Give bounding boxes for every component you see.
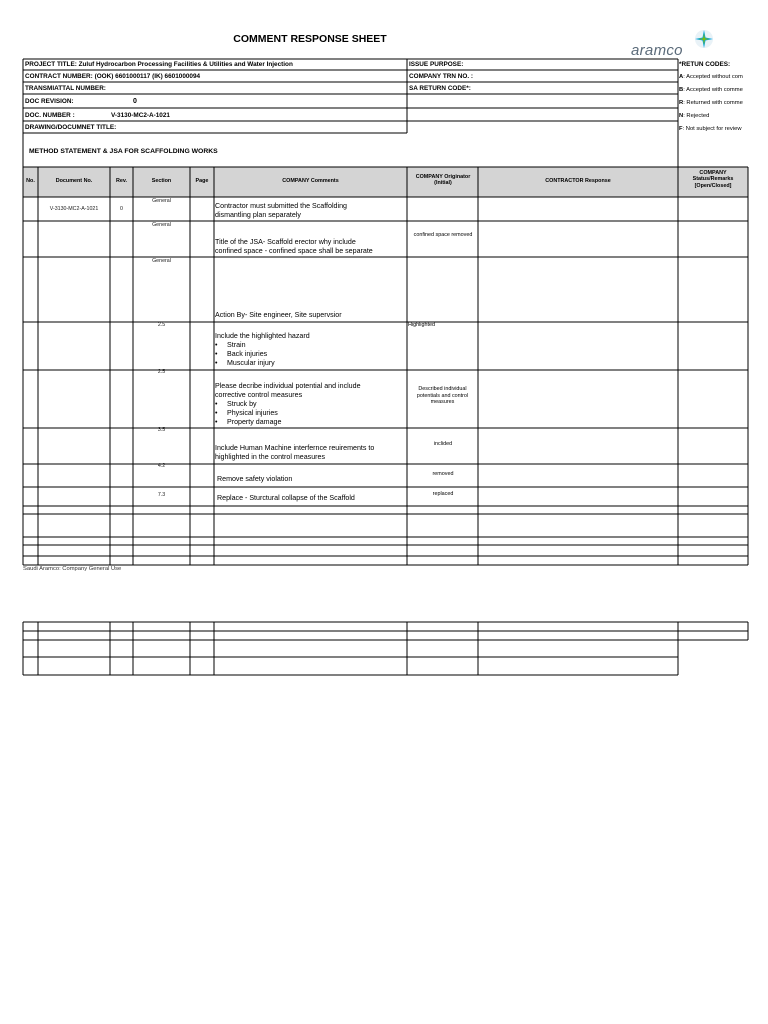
doc-revision-label: DOC REVISION:: [25, 98, 74, 105]
col-header-status: COMPANY Status/Remarks [Open/Closed]: [692, 170, 734, 189]
project-title: PROJECT TITLE: Zuluf Hydrocarbon Processing Facilities & Utilities and Water Injection: [25, 61, 293, 68]
issue-purpose: ISSUE PURPOSE:: [409, 61, 464, 68]
row2-response: confined space removed: [413, 232, 473, 238]
row8-response: replaced: [432, 491, 454, 497]
row7-response: removed: [432, 471, 454, 477]
transmittal-number: TRANSMIATTAL NUMBER:: [25, 85, 106, 92]
col-header-section: Section: [151, 178, 172, 184]
row4-response: Highlighted: [408, 322, 435, 328]
row8-section: 7.3: [157, 492, 166, 498]
row5-response: Described individual potentials and control measures: [416, 386, 469, 405]
logo-wordmark: aramco: [631, 42, 683, 59]
row5-bullet: • Struck by: [215, 400, 361, 409]
sheet-title: COMMENT RESPONSE SHEET: [233, 33, 387, 45]
row5-bullet: • Property damage: [215, 418, 361, 427]
company-trn: COMPANY TRN NO. :: [409, 73, 474, 80]
doc-number-label: DOC. NUMBER :: [25, 112, 75, 119]
col-header-page: Page: [195, 178, 209, 184]
return-code-n: N: Rejected: [679, 113, 710, 119]
row6-comment: Include Human Machine interfernce reuirements to highlighted in the control measures: [215, 444, 375, 461]
row4-bullet: • Back injuries: [215, 350, 310, 359]
row2-section: General: [152, 222, 171, 228]
col-header-originator: COMPANY Originator (Initial): [415, 174, 471, 187]
row6-section: 3.5: [157, 427, 166, 433]
return-code-r: R: Returned with comme: [679, 100, 743, 106]
row1-rev: 0: [120, 206, 123, 212]
return-code-b: B: Accepted with comme: [679, 87, 743, 93]
sa-return-code: SA RETURN CODE*:: [409, 85, 471, 92]
return-code-a: A: Accepted without com: [679, 74, 743, 80]
row8-comment: Replace - Sturctural collapse of the Scaffold: [217, 494, 355, 502]
document-title: METHOD STATEMENT & JSA FOR SCAFFOLDING WORKS: [29, 148, 218, 155]
row5-section: 2.5: [157, 369, 166, 375]
row4-section: 2.5: [157, 322, 166, 328]
return-codes-title: *RETUN CODES:: [679, 61, 731, 68]
row1-comment: Contractor must submitted the Scaffolding dismantling plan separately: [215, 202, 347, 219]
contract-number: CONTRACT NUMBER: (OOK) 6601000117 (IK) 6601000094: [25, 73, 201, 80]
row5-comment: Please decribe individual potential and include corrective control measures • Struck by • Physical injuries • Property damage: [215, 382, 361, 427]
row7-comment: Remove safety violation: [217, 475, 293, 483]
row3-section: General: [152, 258, 171, 264]
row5-bullet: • Physical injuries: [215, 409, 361, 418]
row2-comment: Title of the JSA- Scaffold erector why include confined space - confined space shall be separate: [215, 238, 373, 255]
row4-comment: Include the highlighted hazard • Strain • Back injuries • Muscular injury: [215, 332, 310, 368]
col-header-rev: Rev.: [116, 178, 127, 184]
doc-number-value: V-3130-MC2-A-1021: [111, 112, 170, 119]
row1-document-no: V-3130-MC2-A-1021: [49, 206, 99, 212]
row7-section: 4.2: [157, 463, 166, 469]
col-header-company-comments: COMPANY Comments: [282, 178, 339, 184]
doc-revision-value: 0: [133, 98, 137, 105]
row4-bullet: • Muscular injury: [215, 359, 310, 368]
drawing-title-label: DRAWING/DOCUMNET TITLE:: [25, 124, 117, 131]
classification-footer: Saudi Aramco: Company General Use: [23, 566, 122, 572]
row3-comment: Action By- Site engineer, Site supervsior: [215, 311, 342, 319]
row1-section: General: [152, 198, 171, 204]
col-header-no: No.: [26, 178, 35, 184]
row4-bullet: • Strain: [215, 341, 310, 350]
row6-response: inclided: [433, 441, 453, 447]
return-code-f: F: Not subject for review: [679, 126, 742, 132]
col-header-document-no: Document No.: [55, 178, 93, 184]
col-header-contractor-response: CONTRACTOR Response: [545, 178, 611, 184]
